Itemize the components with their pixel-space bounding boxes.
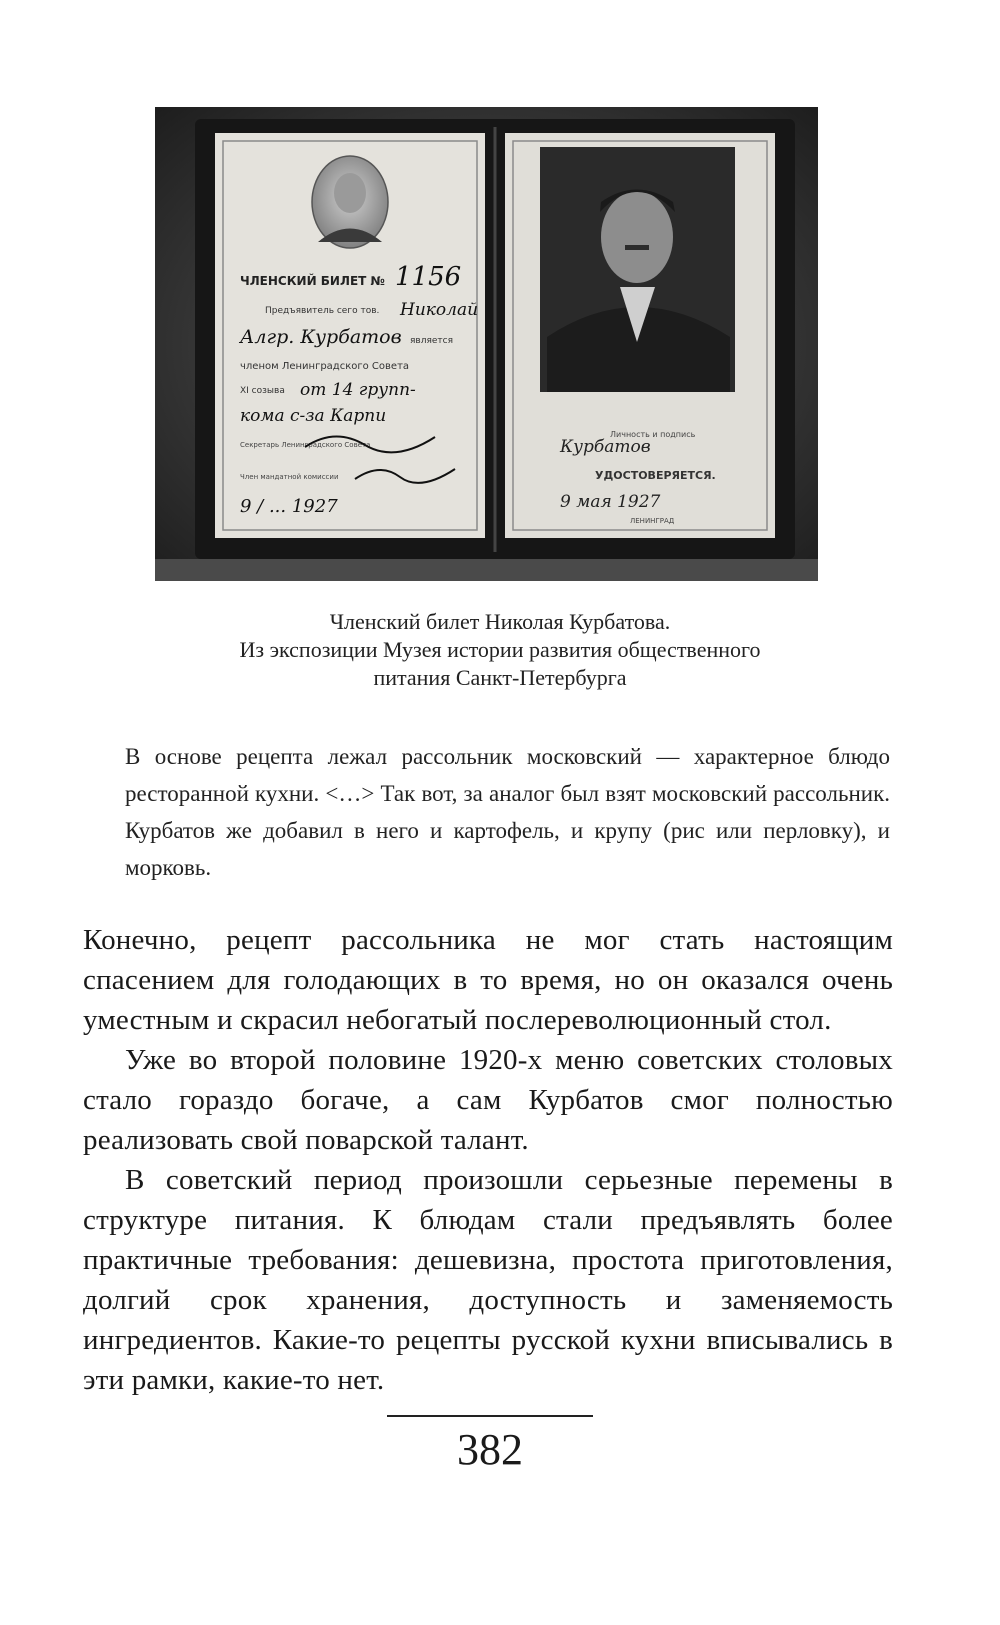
page-number: 382 [457, 1425, 523, 1474]
card-hand-5: 9 / ... 1927 [240, 496, 338, 517]
paragraph-2: Уже во второй половине 1920-х меню советских столовых стало гораздо богаче, а сам Курбатов смог полностью реализовать свой поварской талант. [83, 1044, 893, 1156]
caption-line-1: Членский билет Николая Курбатова. [329, 609, 671, 634]
right-hand-2: 9 мая 1927 [560, 492, 661, 512]
photo-caption [120, 608, 880, 692]
card-line-1: Предъявитель сего тов. [265, 306, 380, 316]
right-line-2: УДОСТОВЕРЯЕТСЯ. [595, 469, 716, 482]
quote-text: В основе рецепта лежал рассольник московский — характерное блюдо ресторанной кухни. <…> Так вот, за аналог был взят московский рассольник. Курбатов же добавил в него и картофель, и крупу (рис или перловку), и морковь. [125, 744, 890, 880]
card-line-4: XI созыва [240, 386, 285, 396]
right-hand-1: Курбатов [560, 437, 651, 457]
membership-card-photo [155, 107, 818, 581]
card-illustration [155, 107, 818, 581]
page-number-rule [387, 1415, 593, 1417]
ticket-label: ЧЛЕНСКИЙ БИЛЕТ № [240, 274, 385, 288]
card-line-2: является [410, 336, 454, 346]
card-hand-4: кома с-за Карпи [240, 406, 387, 426]
caption-line-2: Из экспозиции Музея истории развития общественного [239, 637, 761, 662]
caption-line-3: питания Санкт-Петербурга [373, 665, 627, 690]
body-text [83, 920, 893, 1400]
right-line-3: ЛЕНИНГРАД [630, 517, 675, 525]
card-line-6: Член мандатной комиссии [240, 473, 339, 481]
ticket-number: 1156 [395, 262, 462, 292]
card-hand-2: Алгр. Курбатов [240, 326, 402, 348]
card-line-5: Секретарь Ленинградского Совета [240, 441, 371, 449]
paragraph-3: В советский период произошли серьезные перемены в структуре питания. К блюдам стали предъявлять более практичные требования: дешевизна, простота приготовления, долгий срок хранения, доступность и заменяемость ингредиентов. Какие-то рецепты русской кухни вписывались в эти рамки, какие-то нет. [83, 1164, 893, 1396]
quote-block [125, 738, 890, 886]
right-line-1: Личность и подпись [610, 430, 696, 439]
card-hand-3: от 14 групп- [300, 380, 416, 400]
card-hand-1: Николай [400, 300, 479, 320]
paragraph-1: Конечно, рецепт рассольника не мог стать настоящим спасением для голодающих в то время, но он оказался очень уместным и скрасил небогатый послереволюционный стол. [83, 924, 893, 1036]
card-line-3: членом Ленинградского Совета [240, 361, 410, 372]
